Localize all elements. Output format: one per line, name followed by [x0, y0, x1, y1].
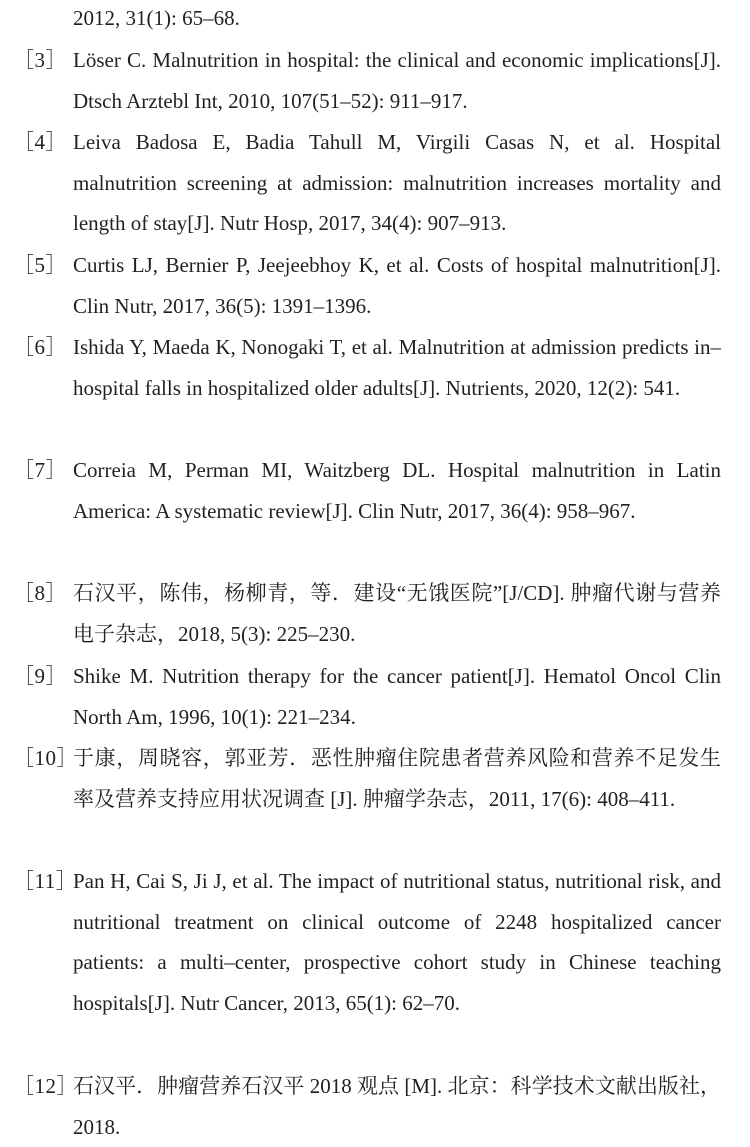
reference-text: Leiva Badosa E, Badia Tahull M, Virgili Casas N, et al. Hospital malnutrition screening at admission: malnutrition increases mortality and length of stay[J]. Nutr Hosp, 2017, 34(4): 907–913.	[73, 130, 721, 236]
reference-text: Correia M, Perman MI, Waitzberg DL. Hospital malnutrition in Latin America: A systematic review[J]. Clin Nutr, 2017, 36(4): 958–967.	[73, 458, 721, 523]
reference-text: Curtis LJ, Bernier P, Jeejeebhoy K, et al. Costs of hospital malnutrition[J]. Clin Nutr, 2017, 36(5): 1391–1396.	[73, 253, 721, 318]
reference-number: ［5］	[13, 253, 67, 277]
reference-number: ［8］	[13, 581, 67, 605]
reference-text: 石汉平，陈伟，杨柳青，等．建设“无饿医院”[J/CD]. 肿瘤代谢与营养电子杂志，2018, 5(3): 225–230.	[73, 581, 721, 646]
reference-continuation: 2012, 31(1): 65–68.	[73, 6, 240, 30]
reference-number: ［6］	[13, 335, 67, 359]
reference-text: Ishida Y, Maeda K, Nonogaki T, et al. Malnutrition at admission predicts in–hospital falls in hospitalized older adults[J]. Nutrients, 2020, 12(2): 541.	[73, 335, 721, 400]
reference-number: ［10］	[13, 746, 78, 770]
reference-text: 于康，周晓容，郭亚芳．恶性肿瘤住院患者营养风险和营养不足发生率及营养支持应用状况调查 [J]. 肿瘤学杂志，2011, 17(6): 408–411.	[73, 746, 721, 811]
reference-text: Shike M. Nutrition therapy for the cancer patient[J]. Hematol Oncol Clin North Am, 1996, 10(1): 221–234.	[73, 664, 721, 729]
reference-number: ［11］	[13, 869, 78, 893]
reference-text: Pan H, Cai S, Ji J, et al. The impact of nutritional status, nutritional risk, and nutritional treatment on clinical outcome of 2248 hospitalized cancer patients: a multi–center, prospective cohort study in Chinese teaching hospitals[J]. Nutr Cancer, 2013, 65(1): 62–70.	[73, 869, 721, 1016]
reference-number: ［3］	[13, 48, 67, 72]
reference-number: ［9］	[13, 664, 67, 688]
reference-number: ［12］	[13, 1074, 78, 1098]
reference-number: ［7］	[13, 458, 67, 482]
reference-text: Löser C. Malnutrition in hospital: the clinical and economic implications[J]. Dtsch Arztebl Int, 2010, 107(51–52): 911–917.	[73, 48, 721, 113]
reference-text: 石汉平．肿瘤营养石汉平 2018 观点 [M]. 北京：科学技术文献出版社，2018.	[73, 1074, 721, 1139]
reference-number: ［4］	[13, 130, 67, 154]
